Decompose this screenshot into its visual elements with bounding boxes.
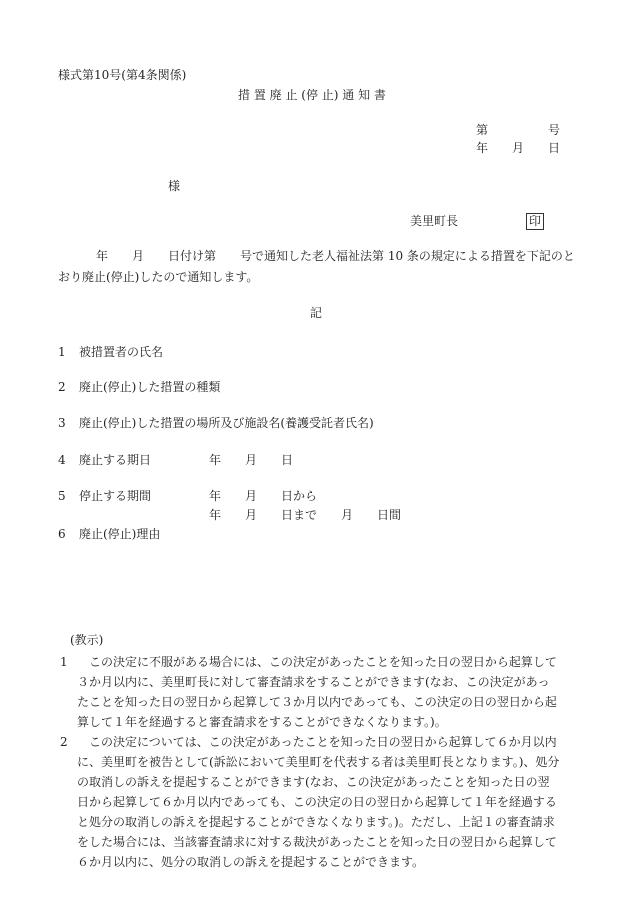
notice-item [60,652,560,732]
intro-line-2: おり廃止(停止)したので通知します。 [58,270,259,284]
form-number: 様式第10号(第4条関係) [58,68,187,82]
notice-heading: (教示) [70,633,104,647]
date-day-label: 日 [548,141,561,155]
item-label: 廃止(停止)した措置の場所及び施設名(養護受託者氏名) [79,416,374,430]
item-number: 5 [58,489,66,503]
intro-line-1: 年 月 日付け第 号で通知した老人福祉法第 10 条の規定による措置を下記のと [96,249,575,263]
notice-item-number: 2 [60,735,68,749]
item-number: 6 [58,527,66,541]
item-label: 被措置者の氏名 [79,345,164,359]
date-year-label: 年 [476,141,489,155]
seal-mark: 印 [526,213,544,230]
sender-title: 美里町長 [410,214,459,228]
date-month-label: 月 [512,141,525,155]
item-label: 廃止(停止)した措置の種類 [79,380,221,394]
item-date: 年 月 日 [209,453,294,467]
notice-item [60,732,560,872]
ki-heading: 記 [310,306,323,320]
item-label: 停止する期間 [79,489,152,503]
notice-list [60,652,560,872]
notice-item-number: 1 [60,655,68,669]
notice-item-text: この決定については、この決定があったことを知った日の翌日から起算して６か月以内に、美里町を被告として(訴訟において美里町を代表する者は美里町長となります。)、処分の取消しの訴えを提起することができます(なお、この決定があったことを知った日の翌日から起算して６か月以内であっても、この決定の日の翌日から起算して１年を経過すると処分の取消しの訴えを提起することができなくなります。)。ただし、上記１の審査請求をした場合には、当該審査請求に対する裁決があったことを知った日の翌日から起算して６か月以内に、処分の取消しの訴えを提起することができます。 [77,735,560,869]
item-number: 3 [58,416,66,430]
document-title: 措 置 廃 止 (停 止) 通 知 書 [238,88,386,102]
doc-number-suffix: 号 [548,123,561,137]
item-label: 廃止(停止)理由 [79,527,161,541]
item-date-until: 年 月 日まで 月 日間 [209,508,402,522]
item-number: 2 [58,380,66,394]
doc-number-prefix: 第 [476,123,489,137]
notice-item-text: この決定に不服がある場合には、この決定があったことを知った日の翌日から起算して３か月以内に、美里町長に対して審査請求をすることができます(なお、この決定があったことを知った日の翌日から起算して３か月以内であっても、この決定の日の翌日から起算して１年を経過すると審査請求をすることができなくなります。)。 [77,655,557,729]
item-number: 1 [58,345,66,359]
item-date-from: 年 月 日から [209,489,318,503]
item-label: 廃止する期日 [79,453,152,467]
item-number: 4 [58,453,66,467]
addressee-honorific: 様 [168,179,181,193]
